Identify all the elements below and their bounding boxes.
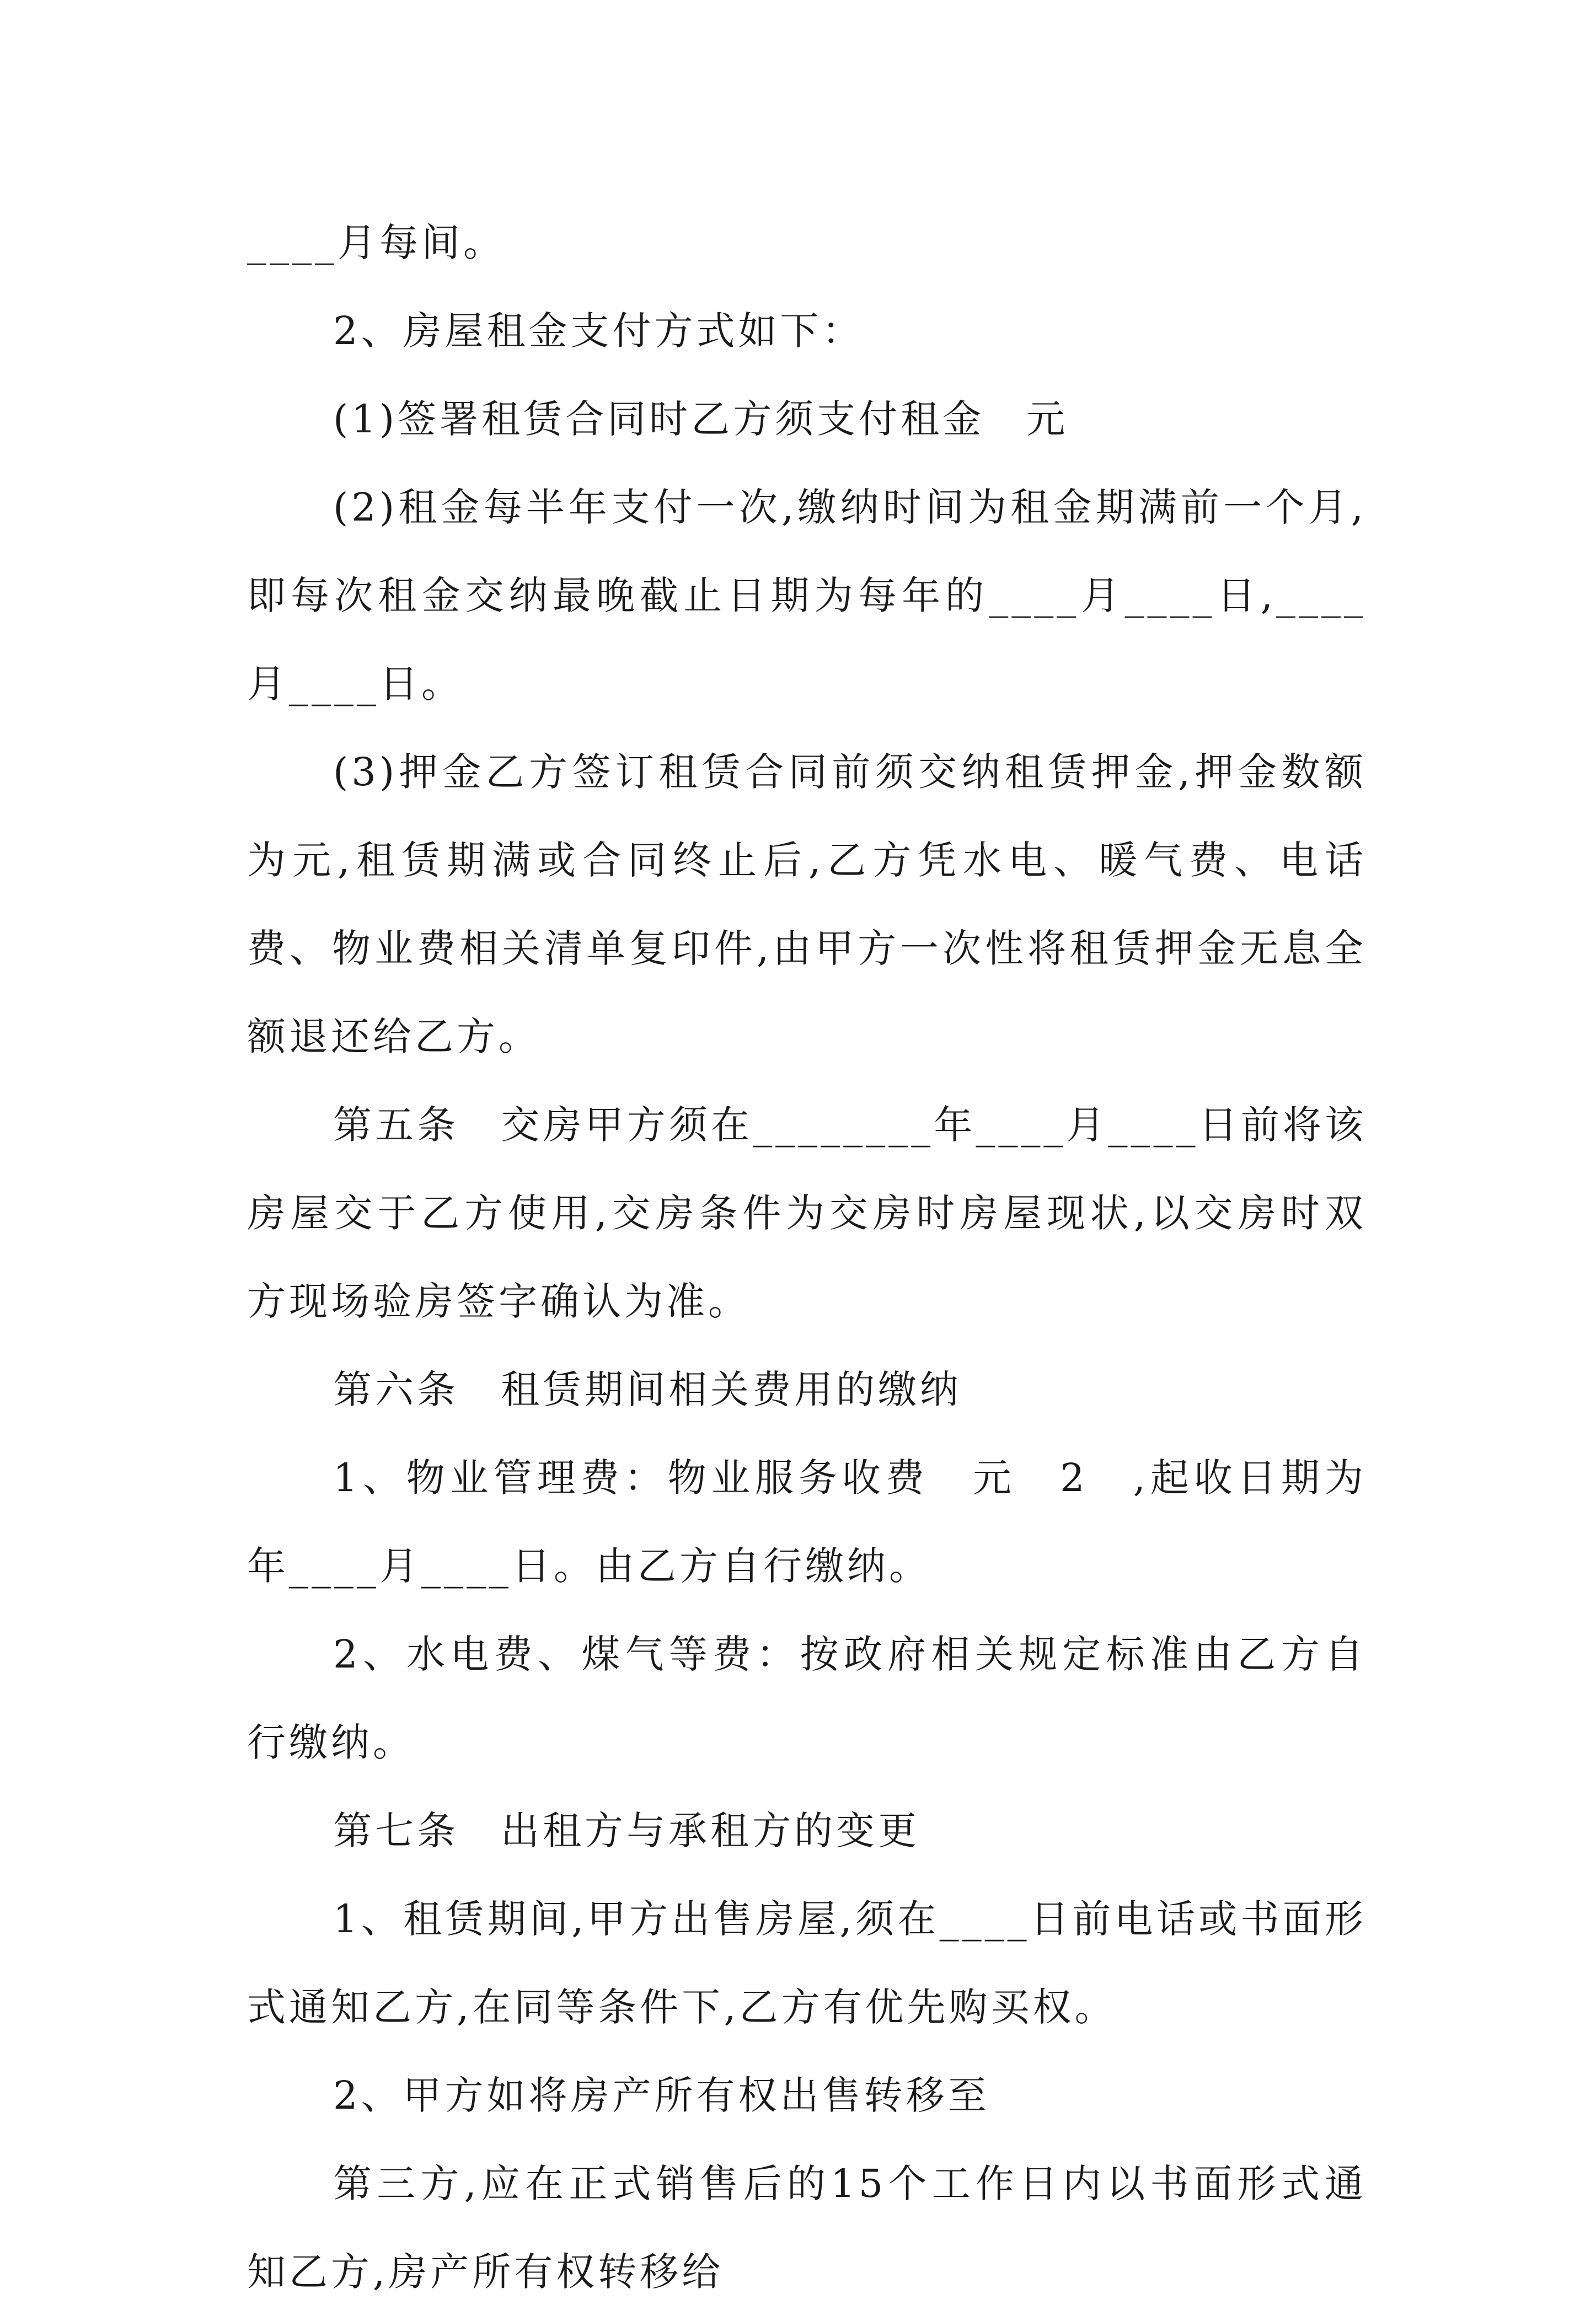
heading-article-7: 第七条 出租方与承租方的变更 (333, 1808, 920, 1853)
paragraph-semiannual-payment: (2)租金每半年支付一次,缴纳时间为租金期满前一个月,即每次租金交纳最晚截止日期为每年的____月____日,____月____日。 (247, 485, 1367, 706)
heading-article-6: 第六条 租赁期间相关费用的缴纳 (333, 1367, 962, 1412)
paragraph-property-fee: 1、物业管理费：物业服务收费 元 2 ,起收日期为年____月____日。由乙方自行缴纳。 (247, 1455, 1367, 1589)
paragraph-utilities: 2、水电费、煤气等费：按政府相关规定标准由乙方自行缴纳。 (247, 1632, 1367, 1765)
paragraph-payment-method: 2、房屋租金支付方式如下： (333, 308, 864, 353)
paragraph-ownership-transfer: 2、甲方如将房产所有权出售转移至 (333, 2073, 990, 2118)
paragraph-deposit: (3)押金乙方签订租赁合同前须交纳租赁押金,押金数额为元,租赁期满或合同终止后,乙方凭水电、暖气费、电话费、物业费相关清单复印件,由甲方一次性将租赁押金无息全额退还给乙方。 (247, 749, 1367, 1059)
paragraph-article-5-handover: 第五条 交房甲方须在________年____月____日前将该房屋交于乙方使用,交房条件为交房时房屋现状,以交房时双方现场验房签字确认为准。 (247, 1102, 1367, 1324)
document-body (247, 199, 1367, 2316)
paragraph-signing-payment: (1)签署租赁合同时乙方须支付租金 元 (333, 396, 1069, 442)
paragraph-sale-notice: 1、租赁期间,甲方出售房屋,须在____日前电话或书面形式通知乙方,在同等条件下,乙方有优先购买权。 (247, 1896, 1367, 2030)
paragraph-third-party: 第三方,应在正式销售后的15个工作日内以书面形式通知乙方,房产所有权转移给 (247, 2161, 1367, 2294)
paragraph-rent-month-tail: ____月每间。 (247, 220, 505, 265)
